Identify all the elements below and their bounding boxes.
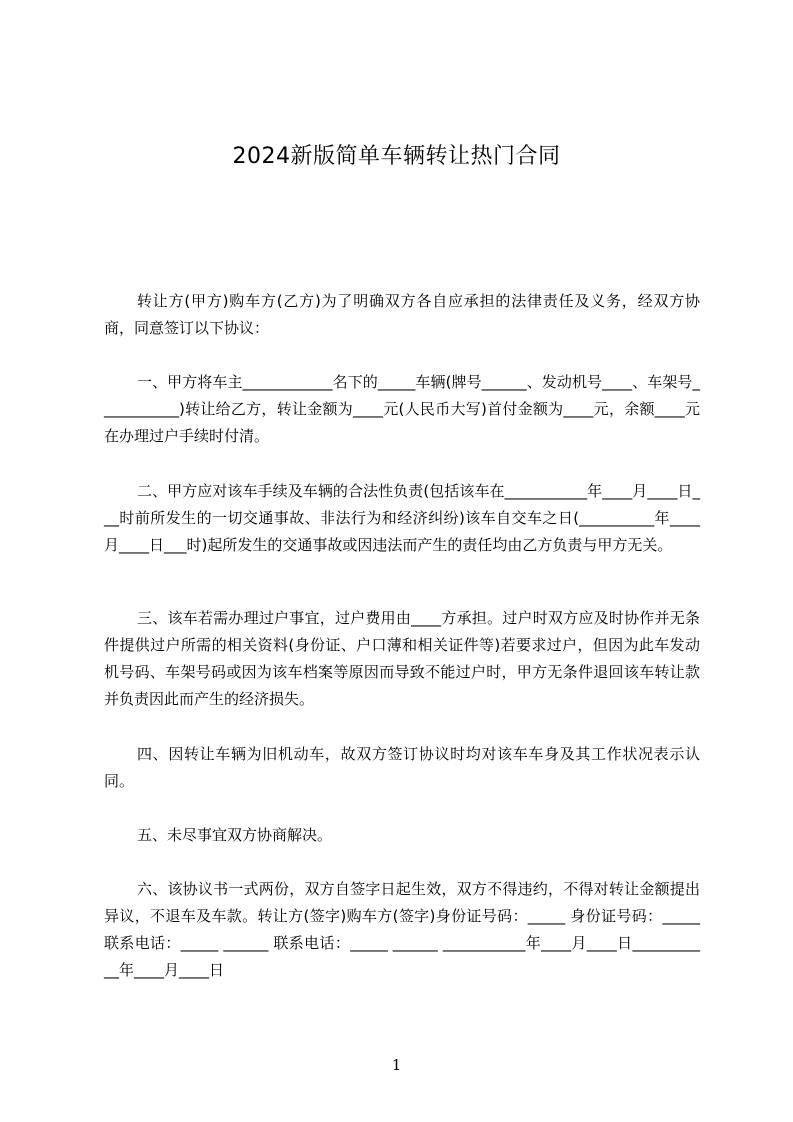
paragraph-clause-3: 三、该车若需办理过户事宜，过户费用由____方承担。过户时双方应及时协作并无条件提供过户所需的相关资料(身份证、户口薄和相关证件等)若要求过户，但因为此车发动机号码、车架号码或因为该车档案等原因而导致不能过户时，甲方无条件退回该车转让款并负责因此而产生的经济损失。 xyxy=(104,609,700,708)
paragraph-intro: 转让方(甲方)购车方(乙方)为了明确双方各自应承担的法律责任及义务，经双方协商，同意签订以下协议： xyxy=(104,292,700,337)
paragraph-clause-1: 一、甲方将车主____________名下的_____车辆(牌号______、发动机号____、车架号___________)转让给乙方，转让金额为____元(人民币大写)首付金额为____元，余额____元在办理过户手续时付清。 xyxy=(104,373,700,445)
paragraph-clause-6: 六、该协议书一式两份，双方自签字日起生效，双方不得违约，不得对转让金额提出异议，不退车及车款。转让方(签字)购车方(签字)身份证号码：_____ 身份证号码：_____ 联系电话：_____ ______ 联系电话：_____ ______ ___________年____月____日___________年____月____日 xyxy=(104,880,700,979)
paragraph-clause-5: 五、未尽事宜双方协商解决。 xyxy=(137,826,333,844)
page-number: 1 xyxy=(391,1056,402,1074)
document-title: 2024新版简单车辆转让热门合同 xyxy=(232,144,561,169)
paragraph-clause-2: 二、甲方应对该车手续及车辆的合法性负责(包括该车在___________年____月____日___时前所发生的一切交通事故、非法行为和经济纠纷)该车自交车之日(__________年____月____日___时)起所发生的交通事故或因违法而产生的责任均由乙方负责与甲方无关。 xyxy=(104,482,700,554)
paragraph-clause-4: 四、因转让车辆为旧机动车，故双方签订协议时均对该车车身及其工作状况表示认同。 xyxy=(104,745,700,790)
